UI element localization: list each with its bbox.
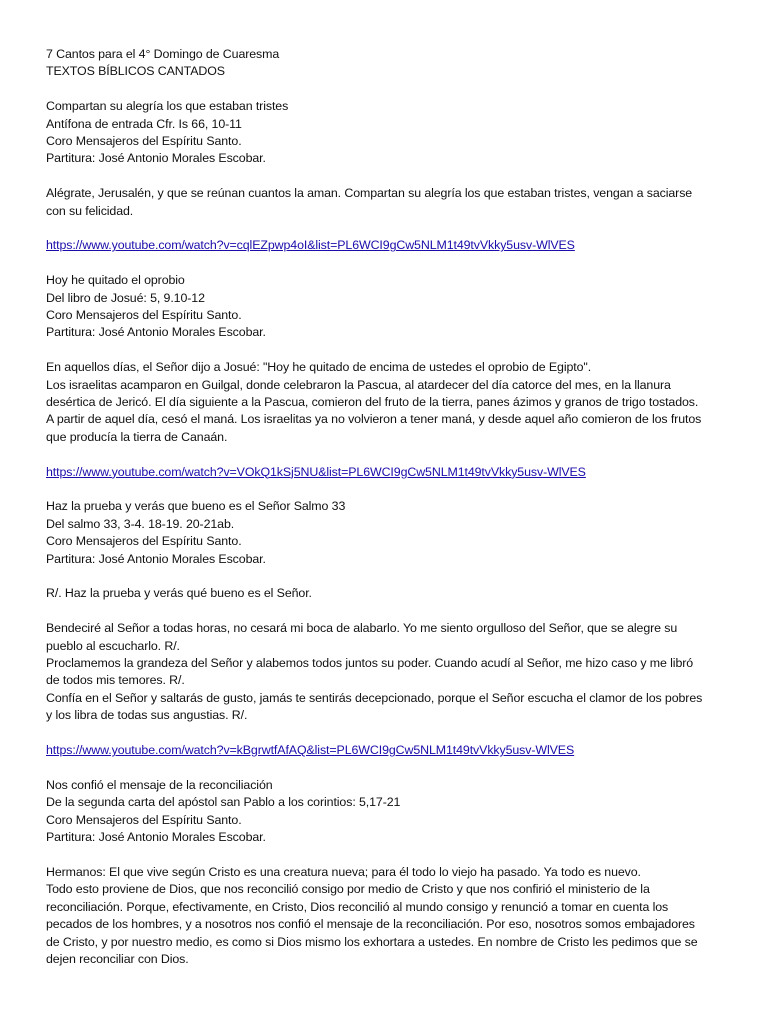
- youtube-link[interactable]: https://www.youtube.com/watch?v=kBgrwtfAfAQ&list=PL6WCI9gCw5NLM1t49tvVkky5usv-WlVES: [46, 743, 575, 758]
- song-text-line: de Cristo, y por nuestro medio, es como si Dios mismo los exhortara a ustedes. En nombre de Cristo les pedimos que se: [46, 934, 698, 949]
- song-text-line: dejen reconciliar con Dios.: [46, 951, 189, 966]
- song-choir: Coro Mensajeros del Espíritu Santo.: [46, 134, 242, 149]
- song-score: Partitura: José Antonio Morales Escobar.: [46, 325, 266, 340]
- song-text-line: En aquellos días, el Señor dijo a Josué: "Hoy he quitado de encima de ustedes el oprobio de Egipto".: [46, 360, 592, 375]
- song-text-line: A partir de aquel día, cesó el maná. Los israelitas ya no volvieron a tener maná, y desde aquel año comieron de los frutos: [46, 412, 702, 427]
- song-text-line: Alégrate, Jerusalén, y que se reúnan cuantos la aman. Compartan su alegría los que estaban tristes, vengan a saciarse: [46, 186, 693, 201]
- song-text-line: de todos mis temores. R/.: [46, 673, 185, 688]
- song-choir: Coro Mensajeros del Espíritu Santo.: [46, 534, 242, 549]
- song-text-line: Hermanos: El que vive según Cristo es una creatura nueva; para él todo lo viejo ha pasado. Ya todo es nuevo.: [46, 864, 641, 879]
- song-title: Hoy he quitado el oprobio: [46, 273, 185, 288]
- song-text-line: desértica de Jericó. El día siguiente a la Pascua, comieron del fruto de la tierra, panes ázimos y granos de trigo tostados.: [46, 395, 699, 410]
- document-subtitle: TEXTOS BÍBLICOS CANTADOS: [46, 64, 225, 79]
- song-text-line: reconciliación. Porque, efectivamente, en Cristo, Dios reconcilió al mundo consigo y renunció a tomar en cuenta los: [46, 899, 669, 914]
- youtube-link[interactable]: https://www.youtube.com/watch?v=cqlEZpwp4oI&list=PL6WCI9gCw5NLM1t49tvVkky5usv-WlVES: [46, 238, 575, 253]
- song-title: Compartan su alegría los que estaban tristes: [46, 99, 289, 114]
- document-title: 7 Cantos para el 4° Domingo de Cuaresma: [46, 47, 280, 61]
- song-source: De la segunda carta del apóstol san Pablo a los corintios: 5,17-21: [46, 795, 401, 810]
- song-section: [46, 272, 728, 498]
- song-text-line: Los israelitas acamparon en Guilgal, donde celebraron la Pascua, al atardecer del día catorce del mes, en la llanura: [46, 377, 671, 392]
- song-text-line: pecados de los hombres, y a nosotros nos confió el mensaje de la reconciliación. Por eso, nosotros somos embajadores: [46, 917, 695, 932]
- song-text-line: Proclamemos la grandeza del Señor y alabemos todos juntos su poder. Cuando acudí al Señor, me hizo caso y me libró: [46, 656, 694, 671]
- song-score: Partitura: José Antonio Morales Escobar.: [46, 151, 266, 166]
- song-choir: Coro Mensajeros del Espíritu Santo.: [46, 812, 242, 827]
- song-title: Haz la prueba y verás que bueno es el Señor Salmo 33: [46, 499, 346, 514]
- song-section: [46, 777, 728, 968]
- song-text-line: Confía en el Señor y saltarás de gusto, jamás te sentirás decepcionado, porque el Señor escucha el clamor de los pobres: [46, 690, 703, 705]
- song-text-line: que producía la tierra de Canaán.: [46, 429, 228, 444]
- song-choir: Coro Mensajeros del Espíritu Santo.: [46, 308, 242, 323]
- song-score: Partitura: José Antonio Morales Escobar.: [46, 551, 266, 566]
- song-section: [46, 498, 728, 776]
- song-section: [46, 98, 728, 272]
- song-source: Antífona de entrada Cfr. Is 66, 10-11: [46, 116, 242, 131]
- song-title: Nos confió el mensaje de la reconciliación: [46, 777, 273, 792]
- youtube-link[interactable]: https://www.youtube.com/watch?v=VOkQ1kSj5NU&list=PL6WCI9gCw5NLM1t49tvVkky5usv-WlVES: [46, 464, 586, 479]
- song-source: Del salmo 33, 3-4. 18-19. 20-21ab.: [46, 516, 235, 531]
- song-score: Partitura: José Antonio Morales Escobar.: [46, 830, 266, 845]
- song-text-line: pueblo al escucharlo. R/.: [46, 638, 180, 653]
- song-text-line: y los libra de todas sus angustias. R/.: [46, 708, 248, 723]
- song-text-line: Bendeciré al Señor a todas horas, no cesará mi boca de alabarlo. Yo me siento orgulloso del Señor, que se alegre su: [46, 621, 678, 636]
- song-source: Del libro de Josué: 5, 9.10-12: [46, 290, 205, 305]
- song-text-line: Todo esto proviene de Dios, que nos reconcilió consigo por medio de Cristo y que nos confirió el ministerio de la: [46, 882, 650, 897]
- song-text-line: con su felicidad.: [46, 203, 134, 218]
- song-refrain: R/. Haz la prueba y verás qué bueno es el Señor.: [46, 586, 312, 601]
